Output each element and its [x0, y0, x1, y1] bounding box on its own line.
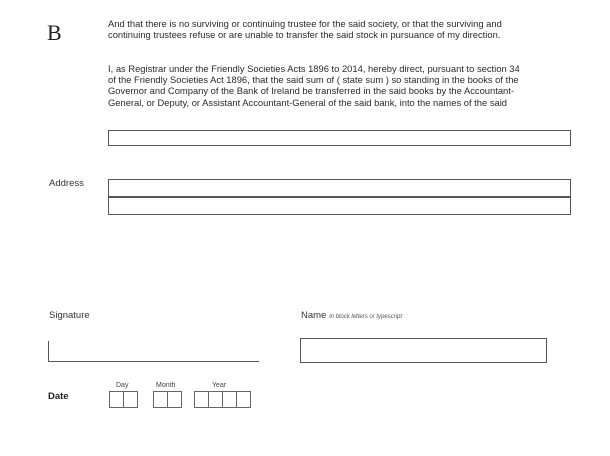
- year-digit-3-input[interactable]: [222, 391, 237, 408]
- year-digit-2-input[interactable]: [208, 391, 223, 408]
- date-label: Date: [48, 391, 69, 402]
- address-line-2-input[interactable]: [108, 197, 571, 215]
- section-letter: B: [47, 20, 62, 45]
- year-digits: [194, 391, 251, 408]
- day-digit-2-input[interactable]: [123, 391, 138, 408]
- day-label: Day: [116, 382, 129, 389]
- day-digit-1-input[interactable]: [109, 391, 124, 408]
- year-digit-4-input[interactable]: [236, 391, 251, 408]
- year-digit-1-input[interactable]: [194, 391, 209, 408]
- signature-label: Signature: [49, 310, 90, 321]
- name-input[interactable]: [300, 338, 547, 363]
- transferee-names-input[interactable]: [108, 130, 571, 146]
- name-label: Name: [301, 310, 327, 321]
- day-digits: [109, 391, 138, 408]
- year-label: Year: [212, 382, 227, 389]
- signature-field[interactable]: [48, 341, 259, 362]
- name-label-group: [301, 310, 402, 321]
- month-digit-2-input[interactable]: [167, 391, 182, 408]
- month-digits: [153, 391, 182, 408]
- trustee-paragraph: And that there is no surviving or continuing trustee for the said society, or that the surviving and continuing trustees refuse or are unable to transfer the said stock in pursuance of my direction.: [108, 18, 502, 41]
- month-label: Month: [156, 382, 176, 389]
- name-hint: in block letters or typescript: [329, 314, 403, 320]
- address-label: Address: [49, 178, 84, 189]
- registrar-direction-paragraph: I, as Registrar under the Friendly Societies Acts 1896 to 2014, hereby direct, pursuant to section 34 of the Friendly Societies Act 1896, that the said sum of ( state sum ) so standing in the books of the Governor and Company of the Bank of Ireland be transferred in the said books by the Accountant- General, or Deputy, or Assistant Accountant-General of the said bank, into the names of the said: [108, 63, 520, 108]
- address-line-1-input[interactable]: [108, 179, 571, 197]
- month-digit-1-input[interactable]: [153, 391, 168, 408]
